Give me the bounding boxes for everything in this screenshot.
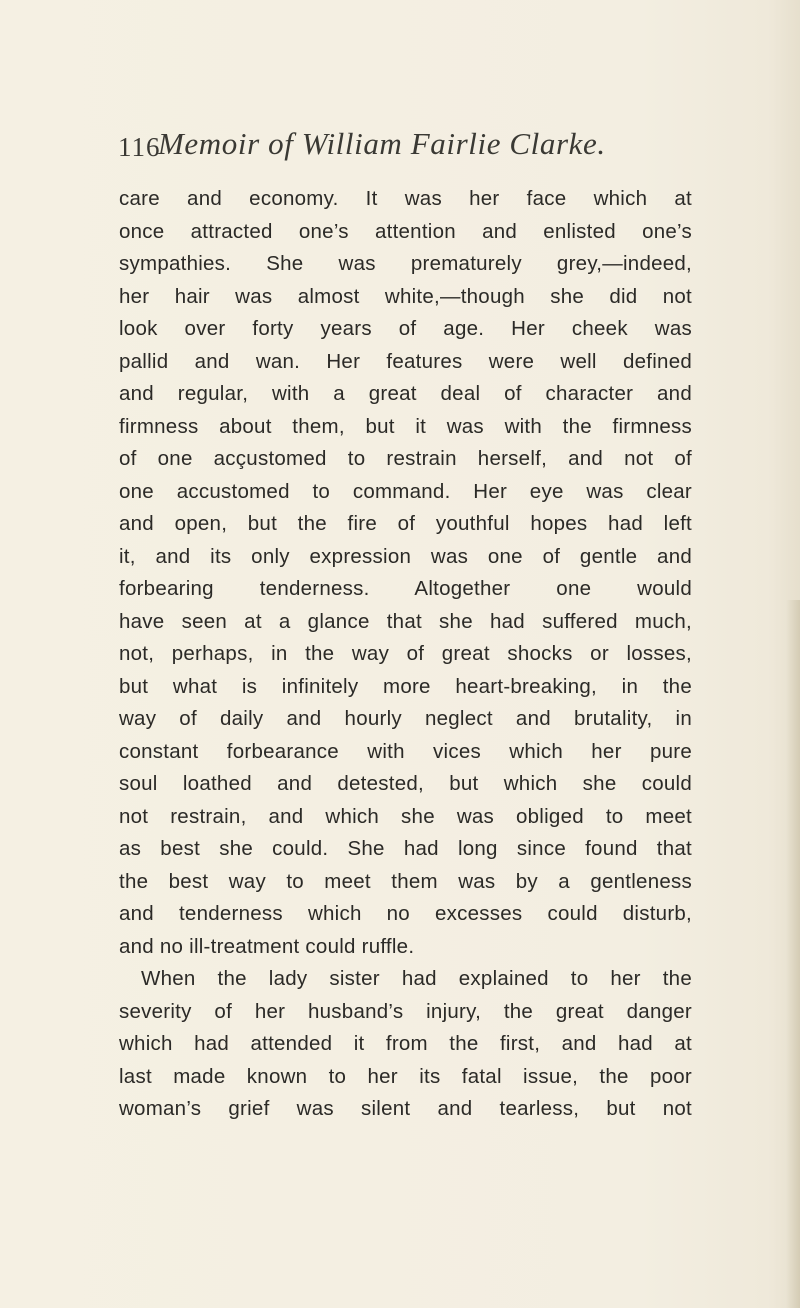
text-line: have seen at a glance that she had suffered much,: [119, 609, 692, 633]
text-line: look over forty years of age. Her cheek was: [119, 317, 692, 340]
text-line: way of daily and hourly neglect and brutality, in: [119, 707, 692, 730]
text-line: one accustomed to command. Her eye was clear: [119, 479, 692, 503]
text-line: firmness about them, but it was with the firmness: [119, 414, 692, 438]
text-line: and open, but the fire of youthful hopes had left: [119, 512, 692, 535]
text-line: constant forbearance with vices which her pure: [119, 739, 692, 763]
text-line: severity of her husband’s injury, the great danger: [119, 999, 692, 1023]
text-line: and regular, with a great deal of character and: [119, 382, 692, 405]
text-line: once attracted one’s attention and enlisted one’s: [119, 219, 692, 243]
text-line: not restrain, and which she was obliged to meet: [119, 804, 692, 828]
text-line: soul loathed and detested, but which she could: [119, 772, 692, 795]
text-line-paragraph-end: and no ill-treatment could ruffle.: [119, 934, 415, 958]
text-line: her hair was almost white,—though she did not: [119, 284, 692, 308]
text-line: woman’s grief was silent and tearless, but not: [119, 1097, 692, 1120]
text-line: not, perhaps, in the way of great shocks or losses,: [119, 642, 692, 665]
text-line: pallid and wan. Her features were well defined: [119, 349, 692, 373]
text-line: sympathies. She was prematurely grey,—indeed,: [119, 252, 692, 275]
text-line: which had attended it from the first, and had at: [119, 1032, 692, 1055]
running-title: Memoir of William Fairlie Clarke.: [158, 126, 606, 161]
text-line-paragraph-start: When the lady sister had explained to her the: [141, 967, 692, 990]
text-line: care and economy. It was her face which at: [119, 187, 692, 210]
text-line: the best way to meet them was by a gentleness: [119, 869, 692, 893]
text-line: and tenderness which no excesses could disturb,: [119, 902, 692, 925]
text-line: last made known to her its fatal issue, the poor: [119, 1064, 692, 1088]
text-line: of one acçustomed to restrain herself, and not of: [119, 447, 692, 470]
text-line: it, and its only expression was one of gentle and: [119, 544, 692, 568]
text-line: but what is infinitely more heart-breaking, in the: [119, 674, 692, 698]
page-header: [118, 126, 718, 172]
body-text: [119, 183, 692, 1126]
text-line: as best she could. She had long since found that: [119, 837, 692, 860]
text-line: forbearing tenderness. Altogether one would: [119, 577, 692, 600]
page-number: 116: [118, 132, 161, 162]
page-edge-shadow: [786, 600, 800, 1308]
